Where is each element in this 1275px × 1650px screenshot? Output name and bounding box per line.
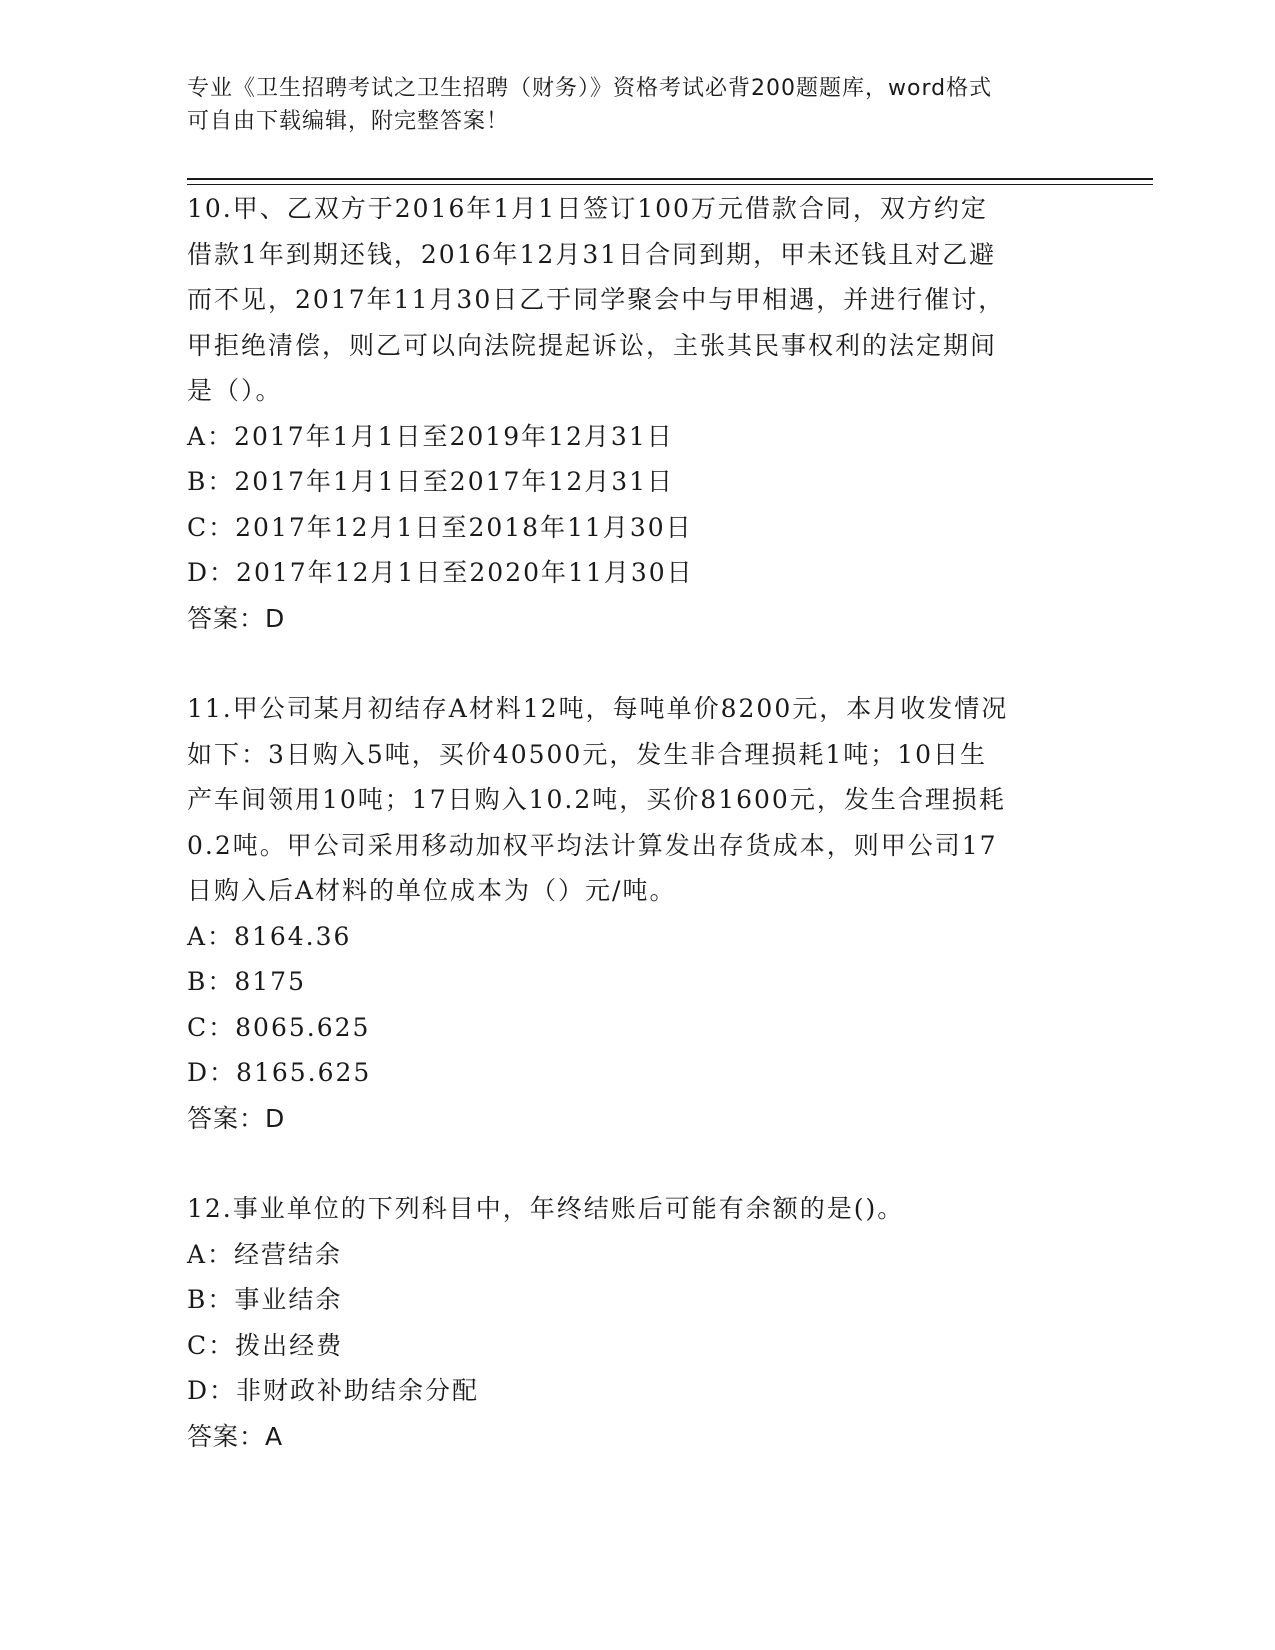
option-b: B：事业结余 <box>187 1285 343 1314</box>
option-d: D：8165.625 <box>187 1058 372 1087</box>
option-d: D：非财政补助结余分配 <box>187 1376 480 1405</box>
stem-line: 10.甲、乙双方于2016年1月1日签订100万元借款合同，双方约定 <box>187 194 988 223</box>
stem-line: 借款1年到期还钱，2016年12月31日合同到期，甲未还钱且对乙避 <box>187 239 997 269</box>
question-10 <box>187 186 1087 641</box>
stem-line: 产车间领用10吨；17日购入10.2吨，买价81600元，发生合理损耗 <box>187 785 1006 814</box>
header-line: 专业《卫生招聘考试之卫生招聘（财务）》资格考试必背200题题库，word格式 <box>187 76 993 101</box>
stem-line: 是（）。 <box>187 376 283 405</box>
answer-label: 答案：A <box>187 1421 284 1451</box>
question-stem <box>187 1186 1087 1232</box>
stem-line: 而不见，2017年11月30日乙于同学聚会中与甲相遇，并进行催讨， <box>187 285 1006 314</box>
question-11 <box>187 686 1087 1141</box>
option-a: A：2017年1月1日至2019年12月31日 <box>187 421 674 451</box>
option-b: B：8175 <box>187 967 306 996</box>
option-c: C：8065.625 <box>187 1012 371 1042</box>
option-c: C：2017年12月1日至2018年11月30日 <box>187 512 693 542</box>
header-line: 可自由下载编辑，附完整答案！ <box>187 109 510 134</box>
document-header <box>187 72 1087 138</box>
question-spacer <box>187 641 1087 686</box>
question-12 <box>187 1186 1087 1459</box>
stem-line: 如下：3日购入5吨，买价40500元，发生非合理损耗1吨；10日生 <box>187 739 988 769</box>
header-divider-thick <box>187 178 1153 180</box>
stem-line: 甲拒绝清偿，则乙可以向法院提起诉讼，主张其民事权利的法定期间 <box>187 330 998 360</box>
option-a: A：8164.36 <box>187 921 352 951</box>
question-stem <box>187 686 1087 914</box>
option-d: D：2017年12月1日至2020年11月30日 <box>187 558 694 587</box>
stem-line: 12.事业单位的下列科目中，年终结账后可能有余额的是()。 <box>187 1194 905 1223</box>
stem-line: 11.甲公司某月初结存A材料12吨，每吨单价8200元，本月收发情况 <box>187 694 1009 723</box>
header-divider-thin <box>187 184 1153 185</box>
option-c: C：拨出经费 <box>187 1330 344 1360</box>
option-b: B：2017年1月1日至2017年12月31日 <box>187 467 675 496</box>
question-spacer <box>187 1141 1087 1186</box>
question-list <box>187 186 1087 1459</box>
option-a: A：经营结余 <box>187 1239 343 1269</box>
answer-label: 答案：D <box>187 603 286 633</box>
stem-line: 日购入后A材料的单位成本为（）元/吨。 <box>187 876 677 905</box>
question-stem <box>187 186 1087 414</box>
answer-label: 答案：D <box>187 1103 286 1133</box>
stem-line: 0.2吨。甲公司采用移动加权平均法计算发出存货成本，则甲公司17 <box>187 830 998 860</box>
